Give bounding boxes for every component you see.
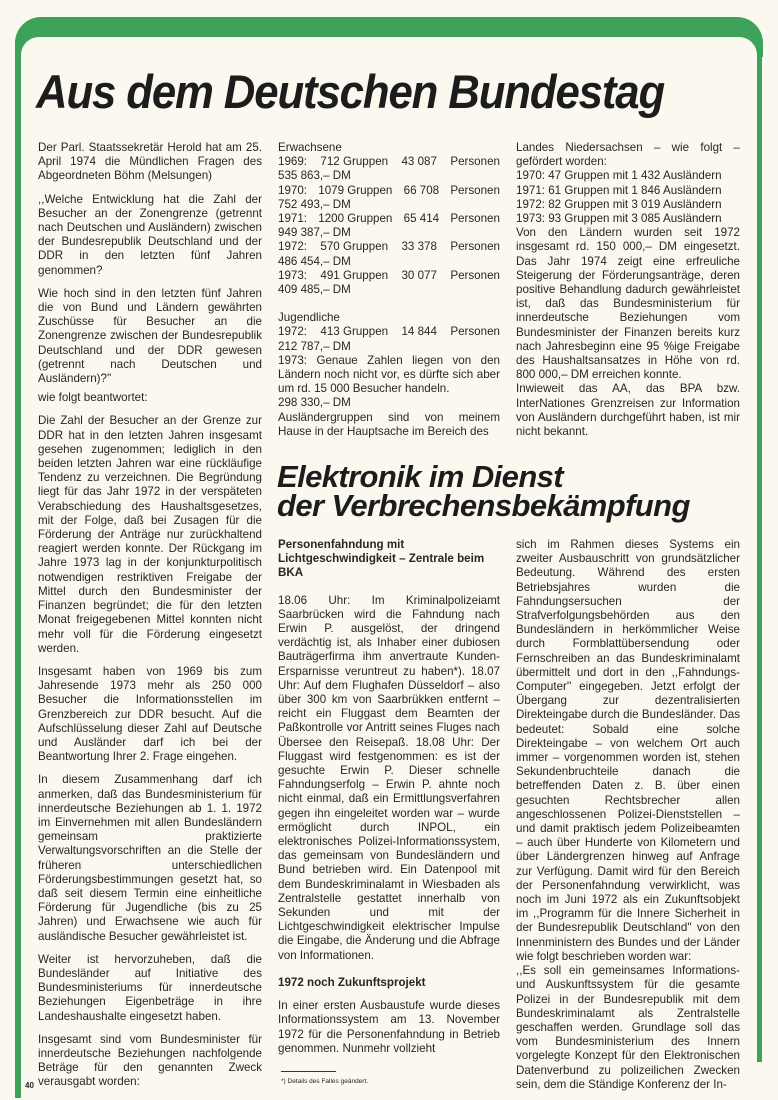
footnote-divider bbox=[281, 1071, 336, 1072]
paragraph: Weiter ist hervorzuheben, daß die Bundesländer auf Initiative des Bundesministeriums für innerdeutsche Beziehungen Eigenbeträge in ihre Landeshaushalte eingesetzt haben. bbox=[38, 952, 262, 1023]
adults-row bbox=[278, 269, 500, 283]
page-number: 40 bbox=[25, 1081, 34, 1090]
spacer bbox=[278, 297, 500, 311]
page-title: Aus dem Deutschen Bundestag bbox=[36, 65, 665, 118]
adults-label: Erwachsene bbox=[278, 141, 342, 154]
subheading: 1972 noch Zukunftsprojekt bbox=[278, 975, 426, 989]
adults-groups: 491 Gruppen bbox=[320, 268, 389, 282]
foreign-row: 1972: 82 Gruppen mit 3 019 Ausländern bbox=[516, 197, 722, 211]
article2-column2 bbox=[516, 538, 740, 1092]
subheading: Personenfahndung mit Lichtgeschwindigkeit – Zentrale beim BKA bbox=[278, 538, 485, 580]
youth-1973: 1973: Genaue Zahlen liegen von den Ländern noch nicht vor, es dürfte sich aber um rd. 15 000 Besucher handeln. bbox=[278, 353, 500, 396]
paragraph: In diesem Zusammenhang darf ich anmerken, daß das Bundesministerium für innerdeutsche Beziehungen ab 1. 1. 1972 im Einvernehmen mit allen Bundesländern gemeinsam praktizierte Verwaltungsvorschriften an die Stelle der früheren unterschiedlichen Förderungsbestimmungen gesetzt hat, so daß seit diesem Termin eine einheitliche Förderung für Jugendliche (bis zu 25 Jahren) und Erwachsene wie auch für ausländische Besucher gewährleistet ist. bbox=[38, 773, 262, 943]
foreign-groups-text: Ausländergruppen sind von meinem Hause in der Hauptsache im Bereich des bbox=[278, 410, 500, 438]
adults-list bbox=[278, 155, 500, 297]
article1-column2 bbox=[278, 141, 500, 439]
youth-1973-amount: 298 330,– DM bbox=[278, 396, 351, 410]
paragraph: Die Zahl der Besucher an der Grenze zur DDR hat in den letzten Jahren insgesamt gesehen zugenommen; lediglich in den beiden letzten Jahren war eine rückläufige Tendenz zu verzeichnen. Die Begründung liegt für das Jahr 1972 in der verspäteten Verabschiedung des Haushaltsgesetzes, mit der Folge, daß bei Zusagen für die Förderung der Anträge nur zurückhaltend reagiert werden konnte. Der Rückgang im Jahre 1973 lag in der konjunkturpolitisch notwendigen restriktiven Freigabe der Mittel durch den Bundesminister der Finanzen begründet; die für den letzten Monat freigegebenen Mittel konnten nicht mehr voll für die Förderung eingesetzt werden. bbox=[38, 414, 262, 655]
adults-amount: 486 454,– DM bbox=[278, 254, 351, 268]
green-frame-right bbox=[757, 40, 762, 1062]
paragraph: Von den Ländern wurden seit 1972 insgesamt rd. 150 000,– DM eingesetzt. Das Jahr 1974 zeigt eine erfreuliche Steigerung der Förderungsanträge, deren positive Behandlung dadurch gewährleistet ist, daß das Bundesministerium für innerdeutsche Beziehungen vom Bundesminister der Finanzen bereits kurz nach Jahresbeginn eine 95 %ige Freigabe des Haushaltsansatzes in Höhe von rd. 800 000,– DM erreichen konnte. bbox=[516, 226, 740, 382]
adults-persons: 33 378 bbox=[401, 240, 437, 254]
youth-label: Jugendliche bbox=[278, 311, 340, 325]
adults-unit: Personen bbox=[450, 212, 500, 226]
footnote: *) Details des Falles geändert. bbox=[281, 1078, 369, 1085]
green-frame-left bbox=[15, 40, 21, 1098]
paragraph: Der Parl. Staatssekretär Herold hat am 25. April 1974 die Mündlichen Fragen des Abgeordneten Böhm (Melsungen) bbox=[38, 141, 262, 183]
adults-groups: 1200 Gruppen bbox=[318, 212, 393, 226]
paragraph: In einer ersten Ausbaustufe wurde dieses Informationssystem am 13. November 1972 für die Personenfahndung in Betrieb genommen. Nunmehr vollzieht bbox=[278, 999, 500, 1055]
adults-persons: 66 708 bbox=[403, 183, 440, 197]
youth-row bbox=[278, 325, 500, 339]
question-quote: ,,Welche Entwicklung hat die Zahl der Besucher an der Zonengrenze (getrennt nach Deutschen und Ausländern) zwischen der Bundesrepublik Deutschland und der DDR in den letzten fünf Jahren genommen? bbox=[38, 192, 262, 277]
adults-groups: 570 Gruppen bbox=[320, 240, 389, 254]
adults-persons: 65 414 bbox=[403, 212, 440, 226]
youth-unit: Personen bbox=[450, 325, 500, 339]
adults-row bbox=[278, 155, 500, 169]
adults-row bbox=[278, 184, 500, 198]
youth-persons: 14 844 bbox=[401, 325, 437, 339]
youth-groups: 413 Gruppen bbox=[320, 325, 389, 339]
headline-line-1: Elektronik im Dienst bbox=[277, 459, 564, 494]
adults-amount: 535 863,– DM bbox=[278, 169, 351, 183]
paragraph: Insgesamt sind vom Bundesminister für innerdeutsche Beziehungen nachfolgende Beträge für den genannten Zweck verausgabt worden: bbox=[38, 1032, 262, 1089]
foreign-row: 1971: 61 Gruppen mit 1 846 Ausländern bbox=[516, 183, 722, 197]
paragraph: sich im Rahmen dieses Systems ein zweiter Ausbauschritt von grundsätzlicher Bedeutung. Während des ersten Betriebsjahres wurden die Fahndungsersuchen der Strafverfolgungsbehörden aus den Bundesländern in herkömmlicher Weise durch Formblattübersendung oder Fernschreiben an das Bundeskriminalamt übermittelt und dort in den ,,Fahndungs-Computer'' eingegeben. Jetzt erfolgt der Übergang zur dezentralisierten Direkteingabe durch die Bundesländer. Das bedeutet: Sobald eine solche Direkteingabe – von welchem Ort auch immer – vorgenommen worden ist, stehen Sekundenbruchteile danach die betreffenden Daten z. B. über einen gesuchten Rechtsbrecher allen angeschlossenen Polizei-Dienststellen – und damit praktisch jedem Polizeibeamten – auch über Hunderte von Kilometern und über Ländergrenzen hinweg auf Anfrage zur Verfügung. Damit wird für den Bereich der Personenfahndung verwirklicht, was noch im Juni 1972 als ein Zukunftsobjekt im ,,Programm für die Innere Sicherheit in der Bundesrepublik Deutschland'' von den Innenministern des Bundes und der Länder wie folgt beschrieben worden war: bbox=[516, 538, 740, 963]
adults-groups: 712 Gruppen bbox=[320, 155, 389, 169]
adults-amount: 949 387,– DM bbox=[278, 226, 351, 240]
adults-year: 1971: bbox=[278, 212, 308, 226]
adults-persons: 43 087 bbox=[401, 155, 437, 169]
quote-paragraph: ,,Es soll ein gemeinsames Informations- und Auskunftssystem für die gesamte Polizei in der Bundesrepublik mit dem Bundeskriminalamt als Zentralstelle geschaffen werden. Grundlage soll das vom Bundesministerium des Innern vorgelegte Konzept für den Elektronischen Datenverbund zu polizeilichen Zwecken sein, dem die Ständige Konferenz der In- bbox=[516, 964, 740, 1091]
adults-year: 1970: bbox=[278, 183, 308, 197]
adults-amount: 752 493,– DM bbox=[278, 197, 351, 211]
article2-column1 bbox=[278, 538, 500, 1065]
youth-year: 1972: bbox=[278, 325, 308, 339]
adults-year: 1972: bbox=[278, 240, 308, 254]
article2-headline bbox=[277, 459, 690, 523]
adults-groups: 1079 Gruppen bbox=[318, 183, 393, 197]
youth-amount: 212 787,– DM bbox=[278, 339, 351, 353]
adults-unit: Personen bbox=[450, 183, 500, 197]
paragraph: 18.06 Uhr: Im Kriminalpolizeiamt Saarbrücken wird die Fahndung nach Erwin P. ausgelöst, der dringend verdächtig ist, als Inhaber einer dubiosen Bauträgerfirma ihm anvertraute Kunden-Ersparnisse veruntreut zu haben*). 18.07 Uhr: Auf dem Flughafen Düsseldorf – also über 300 km von Saarbrükken entfernt – reicht ein Fluggast dem Beamten der Paßkontrolle vor Antritt seines Fluges nach Übersee den Reisepaß. 18.08 Uhr: Der Fluggast wird festgenommen: es ist der gesuchte Erwin P. Dieser schnelle Fahndungserfolg – Erwin P. ahnte noch nicht einmal, daß ein Ermittlungsverfahren gegen ihn eingeleitet worden war – wurde ermöglicht durch INPOL, ein elektronisches Polizei-Informationssystem, das gemeinsam von Bundesländern und Bund betrieben wird. Ein Datenpool mit dem Bundeskriminalamt in Wiesbaden als Zentralstelle gestattet innerhalb von Sekunden und mit der Lichtgeschwindigkeit elektrischer Impulse die Eingabe, die Änderung und die Abfrage von Informationen. bbox=[278, 593, 500, 962]
adults-unit: Personen bbox=[450, 240, 500, 254]
adults-row bbox=[278, 240, 500, 254]
adults-year: 1973: bbox=[278, 268, 308, 282]
adults-year: 1969: bbox=[278, 155, 308, 169]
article1-column3 bbox=[516, 141, 740, 439]
adults-unit: Personen bbox=[450, 268, 500, 282]
intro-text: Landes Niedersachsen – wie folgt – gefördert worden: bbox=[516, 141, 740, 169]
paragraph: wie folgt beantwortet: bbox=[38, 391, 148, 405]
adults-unit: Personen bbox=[450, 155, 500, 169]
headline-line-2: der Verbrechensbekämpfung bbox=[277, 488, 690, 523]
article1-column1 bbox=[38, 141, 262, 1099]
foreign-row: 1973: 93 Gruppen mit 3 085 Ausländern bbox=[516, 212, 722, 226]
adults-persons: 30 077 bbox=[401, 268, 437, 282]
question-quote: Wie hoch sind in den letzten fünf Jahren die von Bund und Ländern gewährten Zuschüsse für Besucher an die Zonengrenze zwischen der Bundesrepublik Deutschland und der DDR gewesen (getrennt nach Deutschen und Ausländern)?'' bbox=[38, 286, 262, 386]
paragraph: Inwieweit das AA, das BPA bzw. InterNationes Grenzreisen zur Information von Ausländern durchgeführt haben, ist mir nicht bekannt. bbox=[516, 382, 740, 439]
foreign-row: 1970: 47 Gruppen mit 1 432 Ausländern bbox=[516, 169, 722, 183]
paragraph: Insgesamt haben von 1969 bis zum Jahresende 1973 mehr als 250 000 Besucher die Informationsstellen im Grenzbereich zur DDR besucht. Auf die Aufschlüsselung dieser Zahl auf Deutsche und Ausländer darf ich bei der Beantwortung Ihrer 2. Frage eingehen. bbox=[38, 664, 262, 764]
adults-amount: 409 485,– DM bbox=[278, 283, 351, 297]
adults-row bbox=[278, 212, 500, 226]
